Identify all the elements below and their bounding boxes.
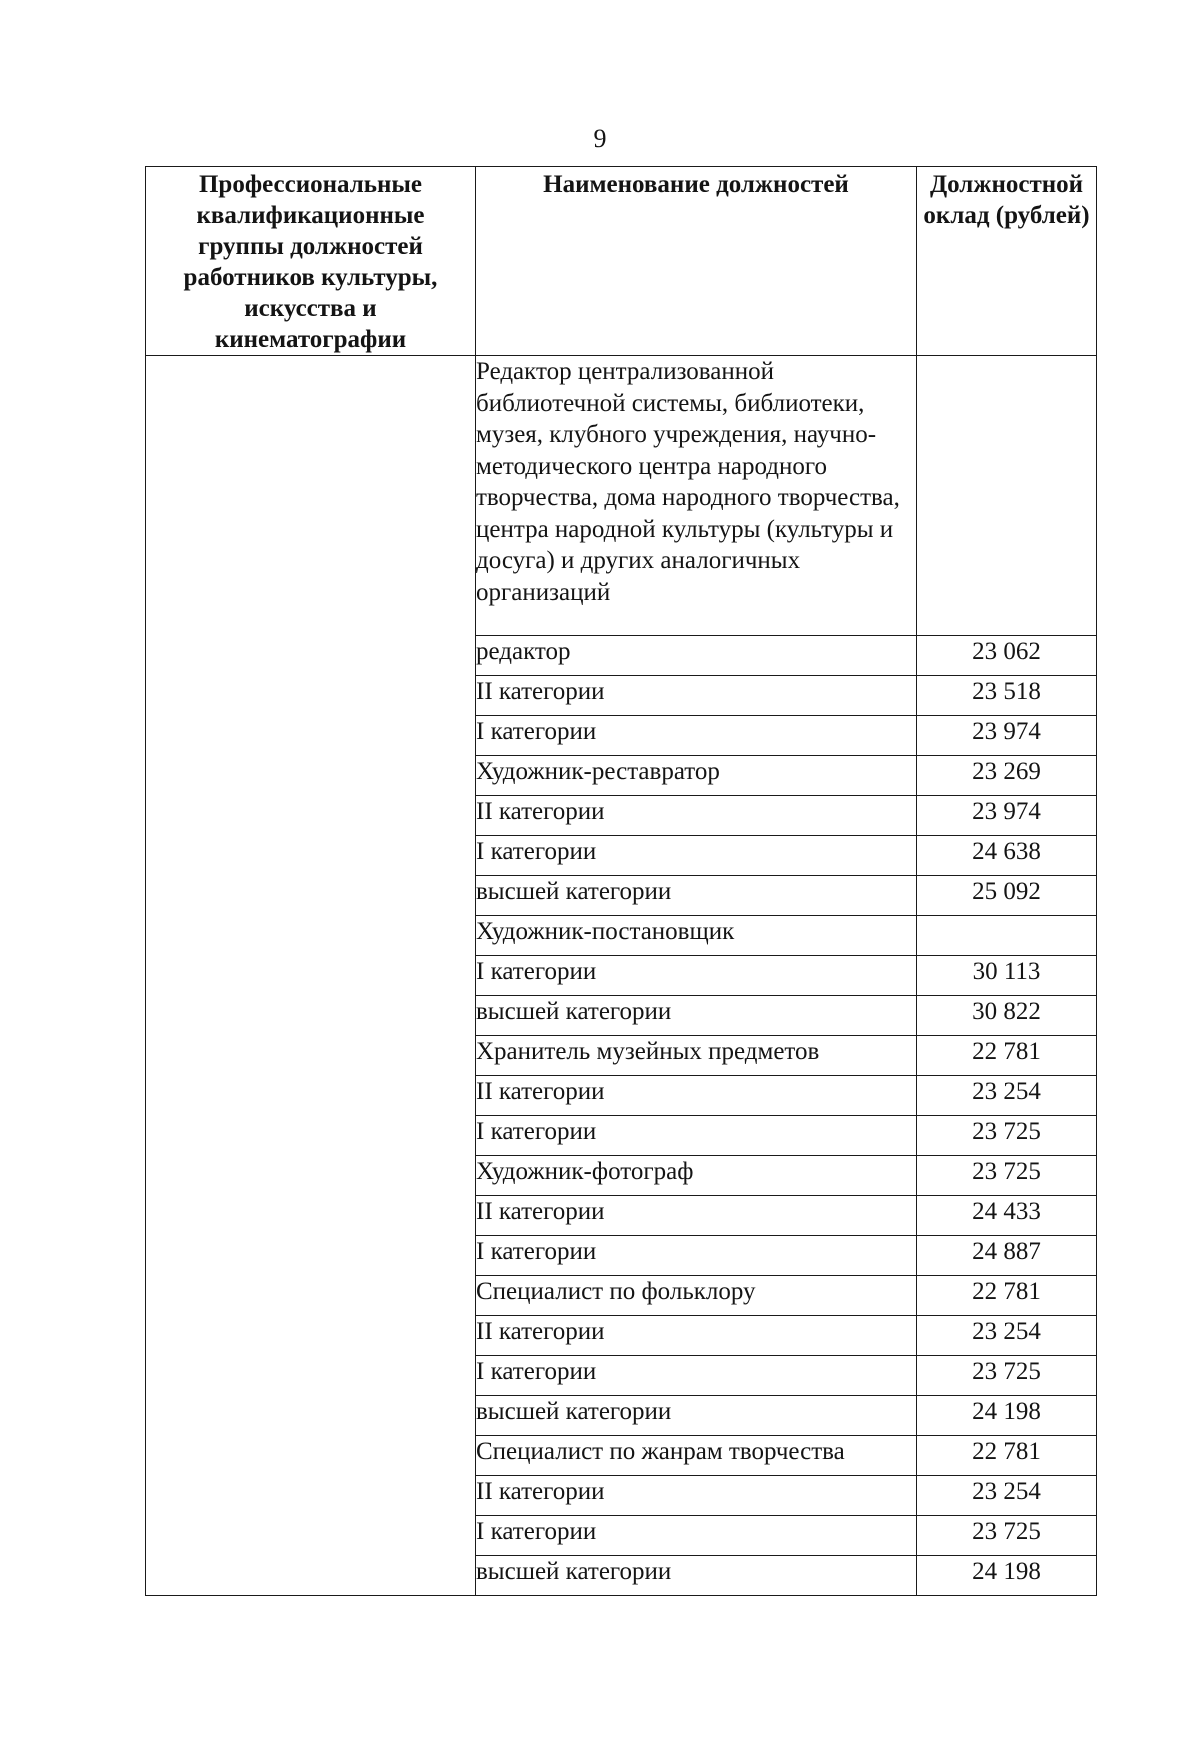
page-number: 9 [593, 124, 607, 153]
position-cell: II категории [476, 1476, 917, 1516]
position-cell: I категории [476, 1116, 917, 1156]
position-cell: II категории [476, 796, 917, 836]
salary-cell: 23 062 [917, 636, 1097, 676]
position-cell: Художник-постановщик [476, 916, 917, 956]
salary-cell: 24 198 [917, 1556, 1097, 1596]
salary-cell: 30 113 [917, 956, 1097, 996]
position-cell: редактор [476, 636, 917, 676]
salary-cell: 24 198 [917, 1396, 1097, 1436]
group-cell [146, 356, 476, 1596]
salary-table [145, 166, 1097, 1596]
table-header-row [146, 167, 1097, 356]
position-cell: Специалист по жанрам творчества [476, 1436, 917, 1476]
salary-cell: 23 254 [917, 1476, 1097, 1516]
position-cell: I категории [476, 1356, 917, 1396]
header-position-label: Наименование должностей [543, 171, 849, 198]
header-salary-label: Должностной оклад (рублей) [923, 171, 1090, 229]
salary-cell [917, 916, 1097, 956]
salary-cell: 23 974 [917, 716, 1097, 756]
salary-cell: 23 725 [917, 1116, 1097, 1156]
salary-cell: 23 725 [917, 1356, 1097, 1396]
salary-cell: 30 822 [917, 996, 1097, 1036]
position-cell: II категории [476, 1316, 917, 1356]
salary-cell: 22 781 [917, 1436, 1097, 1476]
salary-cell [917, 356, 1097, 636]
position-cell: I категории [476, 956, 917, 996]
salary-cell: 23 725 [917, 1516, 1097, 1556]
position-cell: высшей категории [476, 1396, 917, 1436]
header-group-label: Профессиональные квалификационные группы должностей работников культуры, искусства и кинематографии [183, 171, 438, 353]
position-cell: Редактор централизованной библиотечной системы, библиотеки, музея, клубного учреждения, научно-методического центра народного творчества, дома народного творчества, центра народной культуры (культуры и досуга) и других аналогичных организаций [476, 356, 917, 636]
position-cell: высшей категории [476, 996, 917, 1036]
salary-cell: 23 254 [917, 1316, 1097, 1356]
position-cell: высшей категории [476, 876, 917, 916]
header-salary [917, 167, 1097, 356]
salary-cell: 25 092 [917, 876, 1097, 916]
position-cell: I категории [476, 1236, 917, 1276]
salary-cell: 23 269 [917, 756, 1097, 796]
position-cell: II категории [476, 676, 917, 716]
salary-cell: 24 433 [917, 1196, 1097, 1236]
salary-cell: 22 781 [917, 1036, 1097, 1076]
table-body [146, 356, 1097, 1596]
position-cell: I категории [476, 1516, 917, 1556]
position-cell: I категории [476, 836, 917, 876]
table-row [146, 356, 1097, 636]
position-cell: Художник-фотограф [476, 1156, 917, 1196]
salary-cell: 24 887 [917, 1236, 1097, 1276]
header-position [476, 167, 917, 356]
salary-cell: 24 638 [917, 836, 1097, 876]
salary-cell: 23 254 [917, 1076, 1097, 1116]
header-group [146, 167, 476, 356]
salary-cell: 23 974 [917, 796, 1097, 836]
position-cell: Хранитель музейных предметов [476, 1036, 917, 1076]
position-cell: II категории [476, 1196, 917, 1236]
salary-cell: 22 781 [917, 1276, 1097, 1316]
position-cell: Художник-реставратор [476, 756, 917, 796]
salary-cell: 23 725 [917, 1156, 1097, 1196]
salary-cell: 23 518 [917, 676, 1097, 716]
position-cell: высшей категории [476, 1556, 917, 1596]
position-cell: II категории [476, 1076, 917, 1116]
position-cell: Специалист по фольклору [476, 1276, 917, 1316]
position-cell: I категории [476, 716, 917, 756]
